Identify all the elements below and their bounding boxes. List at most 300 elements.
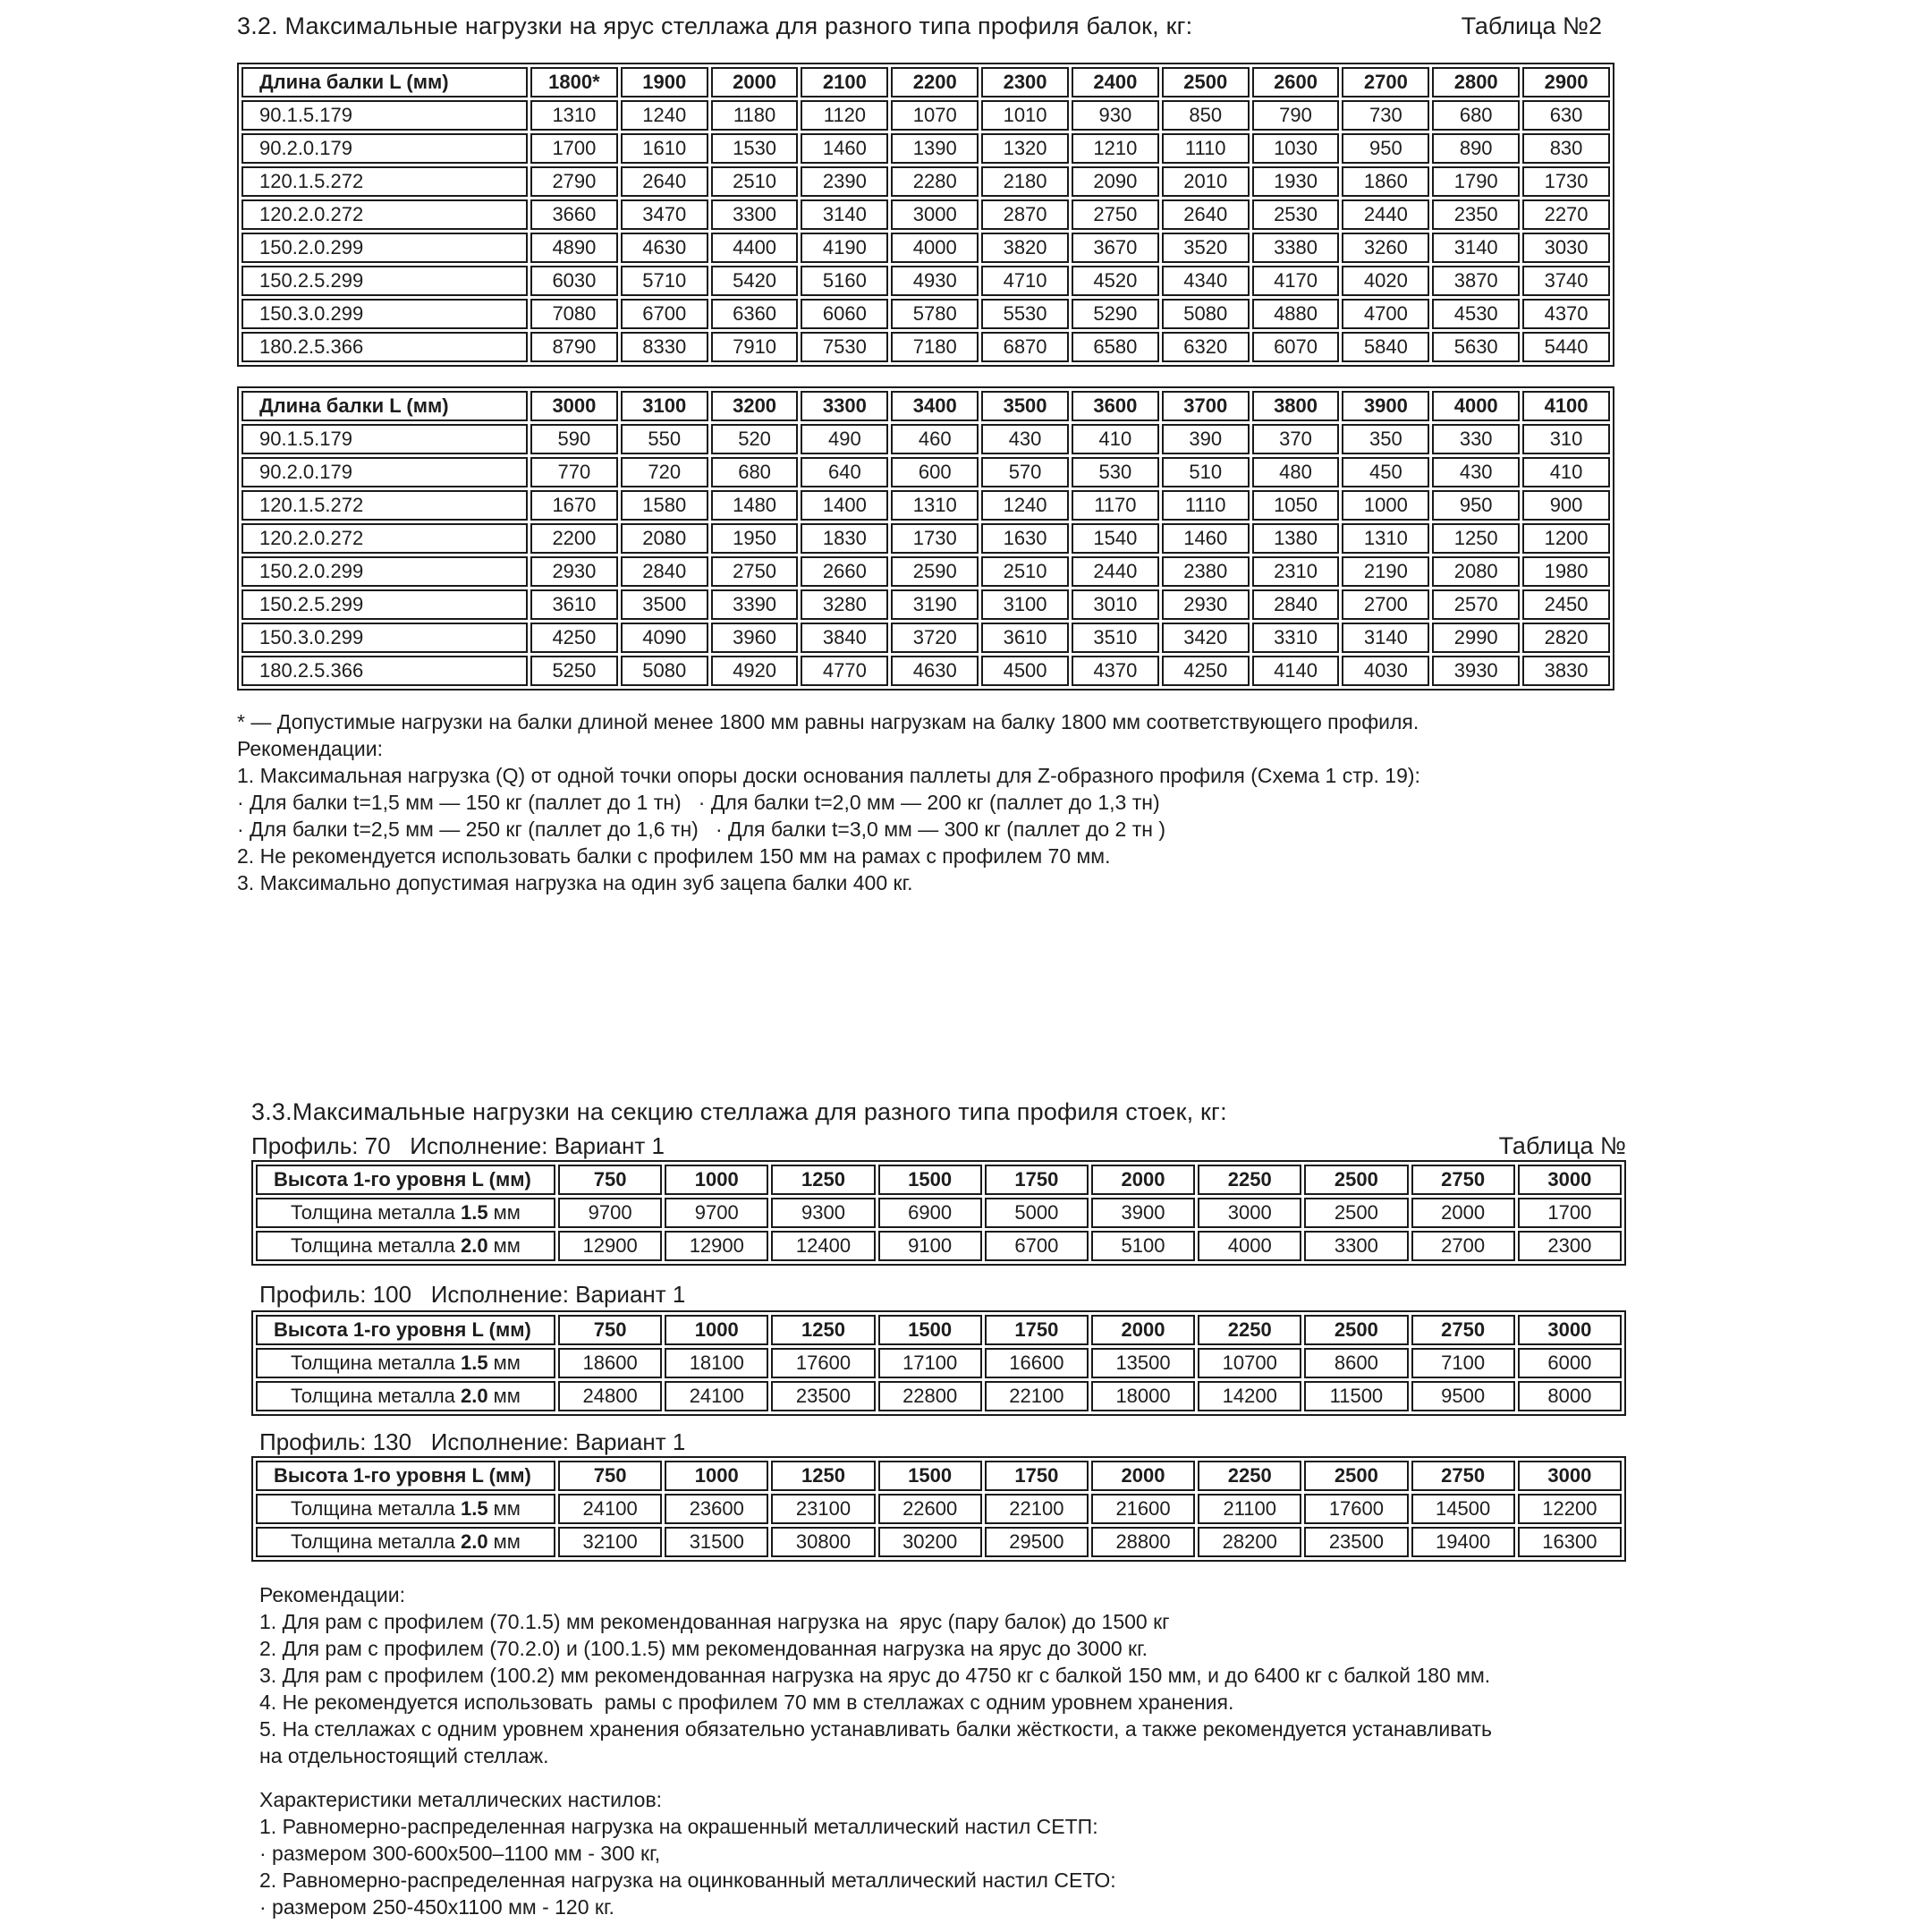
table-cell: 3900 xyxy=(1091,1198,1195,1228)
table-cell: 510 xyxy=(1162,457,1250,487)
table-cell: 2010 xyxy=(1162,166,1250,197)
column-header: 4000 xyxy=(1432,391,1520,421)
table-cell: 11500 xyxy=(1304,1381,1408,1411)
table-cell: 5080 xyxy=(1162,299,1250,329)
table-cell: 31500 xyxy=(665,1527,768,1557)
table-cell: 4710 xyxy=(981,266,1069,296)
table-cell: 680 xyxy=(1432,100,1520,131)
table-cell: 3830 xyxy=(1522,656,1610,686)
table-cell: 21100 xyxy=(1198,1494,1301,1524)
table-cell: 430 xyxy=(1432,457,1520,487)
table-cell: 1310 xyxy=(530,100,618,131)
table-cell: 1210 xyxy=(1072,133,1159,164)
column-header: 2000 xyxy=(1091,1315,1195,1345)
table-cell: 3380 xyxy=(1252,233,1340,263)
table-cell: 770 xyxy=(530,457,618,487)
table-cell: 21600 xyxy=(1091,1494,1195,1524)
table-row xyxy=(242,233,1610,263)
table-cell: 6060 xyxy=(801,299,888,329)
text-line: 4. Не рекомендуется использовать рамы с профилем 70 мм в стеллажах с одним уровнем хранения. xyxy=(259,1690,1234,1714)
table-cell: 1790 xyxy=(1432,166,1520,197)
table-cell: 1050 xyxy=(1252,490,1340,521)
table-cell: 3960 xyxy=(711,623,799,653)
table-cell: 2700 xyxy=(1411,1231,1515,1261)
table-cell: 2500 xyxy=(1304,1198,1408,1228)
table-cell: 4090 xyxy=(621,623,708,653)
table-cell: 460 xyxy=(891,424,979,454)
table-cell: 150.3.0.299 xyxy=(242,623,528,653)
text-line: 3. Максимально допустимая нагрузка на один зуб зацепа балки 400 кг. xyxy=(237,871,913,894)
column-header: 2200 xyxy=(891,67,979,97)
table-cell: 1030 xyxy=(1252,133,1340,164)
column-header: 3000 xyxy=(1518,1165,1622,1195)
table-cell: 1180 xyxy=(711,100,799,131)
column-header: 2500 xyxy=(1304,1315,1408,1345)
table-cell: 730 xyxy=(1342,100,1429,131)
table-cell: 5420 xyxy=(711,266,799,296)
text-line: · размером 250-450х1100 мм - 120 кг. xyxy=(259,1895,614,1919)
text-line: 1. Максимальная нагрузка (Q) от одной точки опоры доски основания паллеты для Z-образного профиля (Схема 1 стр. 19): xyxy=(237,764,1420,787)
table-cell: 640 xyxy=(801,457,888,487)
table-row xyxy=(242,133,1610,164)
table-cell: 9500 xyxy=(1411,1381,1515,1411)
column-header: 3100 xyxy=(621,391,708,421)
table-cell: 3140 xyxy=(1432,233,1520,263)
column-header: 2600 xyxy=(1252,67,1340,97)
table-cell: 3740 xyxy=(1522,266,1610,296)
table-cell: 6070 xyxy=(1252,332,1340,362)
table-cell: 1170 xyxy=(1072,490,1159,521)
text-line: Рекомендации: xyxy=(237,737,384,760)
table-cell: 22800 xyxy=(878,1381,982,1411)
table-cell: Толщина металла 1.5 мм xyxy=(256,1494,555,1524)
column-header: 2250 xyxy=(1198,1165,1301,1195)
table-cell: Толщина металла 1.5 мм xyxy=(256,1348,555,1378)
table-cell: 12200 xyxy=(1518,1494,1622,1524)
beam-loads-table-1800-2900 xyxy=(237,63,1614,367)
table-cell: 2530 xyxy=(1252,199,1340,230)
table-row xyxy=(256,1527,1622,1557)
column-header: 1250 xyxy=(771,1315,875,1345)
table-cell: 10700 xyxy=(1198,1348,1301,1378)
table-cell: 22100 xyxy=(985,1494,1089,1524)
table-cell: 4700 xyxy=(1342,299,1429,329)
text-line: 2. Равномерно-распределенная нагрузка на оцинкованный металлический настил СЕТО: xyxy=(259,1868,1116,1892)
table-cell: 2510 xyxy=(711,166,799,197)
table-cell: 2640 xyxy=(1162,199,1250,230)
table-cell: 4630 xyxy=(891,656,979,686)
table-cell: 370 xyxy=(1252,424,1340,454)
table-cell: 2380 xyxy=(1162,556,1250,587)
table-cell: 4170 xyxy=(1252,266,1340,296)
table-cell: 23100 xyxy=(771,1494,875,1524)
table-cell: 3300 xyxy=(711,199,799,230)
table-cell: 3000 xyxy=(891,199,979,230)
table-cell: 550 xyxy=(621,424,708,454)
table-cell: 1980 xyxy=(1522,556,1610,587)
column-header: 1500 xyxy=(878,1461,982,1491)
text-line: на отдельностоящий стеллаж. xyxy=(259,1744,549,1767)
table-cell: 830 xyxy=(1522,133,1610,164)
table-cell: 2090 xyxy=(1072,166,1159,197)
table-cell: 5780 xyxy=(891,299,979,329)
table-cell: 3930 xyxy=(1432,656,1520,686)
table-cell: 90.1.5.179 xyxy=(242,424,528,454)
column-header: 2000 xyxy=(1091,1461,1195,1491)
table-cell: 7910 xyxy=(711,332,799,362)
table-row xyxy=(242,100,1610,131)
table-number-label-2: Таблица № xyxy=(1498,1132,1626,1159)
table-cell: 3260 xyxy=(1342,233,1429,263)
column-header: 2750 xyxy=(1411,1315,1515,1345)
table-row xyxy=(242,589,1610,620)
table-cell: 1120 xyxy=(801,100,888,131)
table-cell: 2700 xyxy=(1342,589,1429,620)
table-cell: 1240 xyxy=(981,490,1069,521)
table-cell: 6700 xyxy=(985,1231,1089,1261)
table-cell: 18600 xyxy=(558,1348,662,1378)
text-line: 1. Для рам с профилем (70.1.5) мм рекомендованная нагрузка на ярус (пару балок) до 1500 кг xyxy=(259,1610,1170,1633)
text-line: 3. Для рам с профилем (100.2) мм рекомендованная нагрузка на ярус до 4750 кг с балкой 150 мм, и до 6400 кг с балкой 180 мм. xyxy=(259,1664,1491,1687)
table-cell: 3000 xyxy=(1198,1198,1301,1228)
table-row xyxy=(256,1381,1622,1411)
column-header: 2700 xyxy=(1342,67,1429,97)
table-cell: 7180 xyxy=(891,332,979,362)
table-cell: 630 xyxy=(1522,100,1610,131)
table-cell: 4000 xyxy=(1198,1231,1301,1261)
table-cell: 22600 xyxy=(878,1494,982,1524)
table-row xyxy=(242,523,1610,554)
column-header: 1000 xyxy=(665,1315,768,1345)
table-cell: 3510 xyxy=(1072,623,1159,653)
table-cell: 4920 xyxy=(711,656,799,686)
table-cell: 9700 xyxy=(665,1198,768,1228)
table-cell: 8330 xyxy=(621,332,708,362)
table-cell: 2350 xyxy=(1432,199,1520,230)
table-cell: 5080 xyxy=(621,656,708,686)
table-cell: 18100 xyxy=(665,1348,768,1378)
column-header: Длина балки L (мм) xyxy=(242,67,528,97)
table-cell: 24800 xyxy=(558,1381,662,1411)
section-3-3-recommendations xyxy=(259,1581,1655,1769)
table-cell: 480 xyxy=(1252,457,1340,487)
table-cell: 1530 xyxy=(711,133,799,164)
table-cell: 2390 xyxy=(801,166,888,197)
table-cell: 1540 xyxy=(1072,523,1159,554)
table-cell: 850 xyxy=(1162,100,1250,131)
table-cell: 7100 xyxy=(1411,1348,1515,1378)
table-cell: 9100 xyxy=(878,1231,982,1261)
table-cell: 2930 xyxy=(530,556,618,587)
text-line: 2. Для рам с профилем (70.2.0) и (100.1.5) мм рекомендованная нагрузка на ярус до 3000 кг. xyxy=(259,1637,1148,1660)
table-cell: 3500 xyxy=(621,589,708,620)
profile-70-caption-row xyxy=(251,1132,1626,1160)
table-cell: 150.2.0.299 xyxy=(242,556,528,587)
column-header: 1800* xyxy=(530,67,618,97)
table-cell: 1460 xyxy=(801,133,888,164)
table-cell: 3820 xyxy=(981,233,1069,263)
column-header: 2000 xyxy=(711,67,799,97)
table-cell: 1580 xyxy=(621,490,708,521)
table-cell: 120.1.5.272 xyxy=(242,490,528,521)
table-cell: 23500 xyxy=(771,1381,875,1411)
section-3-3-title: 3.3.Максимальные нагрузки на секцию стеллажа для разного типа профиля стоек, кг: xyxy=(251,1098,1227,1125)
table-cell: 3610 xyxy=(530,589,618,620)
table-cell: 1950 xyxy=(711,523,799,554)
column-header: 1750 xyxy=(985,1461,1089,1491)
column-header: 2750 xyxy=(1411,1461,1515,1491)
profile-130-caption-row xyxy=(259,1428,685,1456)
table-cell: 6870 xyxy=(981,332,1069,362)
table-cell: 4880 xyxy=(1252,299,1340,329)
table-cell: 8600 xyxy=(1304,1348,1408,1378)
table-cell: Толщина металла 2.0 мм xyxy=(256,1381,555,1411)
profile-100-caption: Профиль: 100 Исполнение: Вариант 1 xyxy=(259,1281,686,1308)
table-cell: 1460 xyxy=(1162,523,1250,554)
table-cell: 4370 xyxy=(1072,656,1159,686)
column-header: 1900 xyxy=(621,67,708,97)
column-header: Высота 1-го уровня L (мм) xyxy=(256,1315,555,1345)
column-header: 2500 xyxy=(1304,1461,1408,1491)
table-row xyxy=(242,332,1610,362)
table-cell: 13500 xyxy=(1091,1348,1195,1378)
section-3-2-header xyxy=(237,13,1614,40)
table-cell: 1730 xyxy=(891,523,979,554)
column-header: Длина балки L (мм) xyxy=(242,391,528,421)
table-cell: 5100 xyxy=(1091,1231,1195,1261)
table-cell: 14500 xyxy=(1411,1494,1515,1524)
table-cell: 900 xyxy=(1522,490,1610,521)
table-cell: 4370 xyxy=(1522,299,1610,329)
table-cell: 9700 xyxy=(558,1198,662,1228)
table-cell: 1310 xyxy=(891,490,979,521)
table-cell: 680 xyxy=(711,457,799,487)
table-cell: 1860 xyxy=(1342,166,1429,197)
table-cell: 3470 xyxy=(621,199,708,230)
table-row xyxy=(242,457,1610,487)
column-header: 2500 xyxy=(1162,67,1250,97)
table-cell: 180.2.5.366 xyxy=(242,656,528,686)
column-header: 3500 xyxy=(981,391,1069,421)
table-cell: 2200 xyxy=(530,523,618,554)
table-cell: 410 xyxy=(1072,424,1159,454)
table-cell: 17600 xyxy=(1304,1494,1408,1524)
table-cell: 2840 xyxy=(621,556,708,587)
table-cell: 2180 xyxy=(981,166,1069,197)
column-header: 1750 xyxy=(985,1165,1089,1195)
table-cell: 2990 xyxy=(1432,623,1520,653)
table-cell: 7080 xyxy=(530,299,618,329)
table-cell: 3660 xyxy=(530,199,618,230)
table-cell: 4250 xyxy=(530,623,618,653)
table-cell: 4000 xyxy=(891,233,979,263)
table-cell: 1320 xyxy=(981,133,1069,164)
column-header: 3000 xyxy=(1518,1315,1622,1345)
table-cell: 24100 xyxy=(558,1494,662,1524)
table-cell: 2640 xyxy=(621,166,708,197)
table-cell: 3420 xyxy=(1162,623,1250,653)
table-cell: 2820 xyxy=(1522,623,1610,653)
section-loads-table-profile-130 xyxy=(251,1456,1626,1562)
table-cell: 3100 xyxy=(981,589,1069,620)
table-cell: 2190 xyxy=(1342,556,1429,587)
table-cell: 2840 xyxy=(1252,589,1340,620)
table-cell: 2080 xyxy=(1432,556,1520,587)
table-cell: 930 xyxy=(1072,100,1159,131)
table-cell: 790 xyxy=(1252,100,1340,131)
table-cell: 1380 xyxy=(1252,523,1340,554)
column-header: 3900 xyxy=(1342,391,1429,421)
table-cell: 1390 xyxy=(891,133,979,164)
text-line: · Для балки t=1,5 мм — 150 кг (паллет до 1 тн) · Для балки t=2,0 мм — 200 кг (паллет до 1,3 тн) xyxy=(237,791,1160,814)
table-number-label: Таблица №2 xyxy=(1461,13,1602,39)
text-line: * — Допустимые нагрузки на балки длиной менее 1800 мм равны нагрузкам на балку 1800 мм соответствующего профиля. xyxy=(237,710,1419,733)
table-cell: 530 xyxy=(1072,457,1159,487)
column-header: 2000 xyxy=(1091,1165,1195,1195)
section-3-3-header xyxy=(251,1098,1626,1126)
table-cell: 3610 xyxy=(981,623,1069,653)
column-header: 2500 xyxy=(1304,1165,1408,1195)
table-row xyxy=(256,1198,1622,1228)
table-cell: 600 xyxy=(891,457,979,487)
table-cell: 24100 xyxy=(665,1381,768,1411)
table-cell: 5840 xyxy=(1342,332,1429,362)
table-cell: 4630 xyxy=(621,233,708,263)
text-line: Рекомендации: xyxy=(259,1583,406,1606)
table-cell: 350 xyxy=(1342,424,1429,454)
column-header: 1500 xyxy=(878,1315,982,1345)
table-cell: 3140 xyxy=(801,199,888,230)
table-cell: 890 xyxy=(1432,133,1520,164)
table-cell: 450 xyxy=(1342,457,1429,487)
table-cell: 1110 xyxy=(1162,490,1250,521)
table-row xyxy=(242,490,1610,521)
table-cell: 150.3.0.299 xyxy=(242,299,528,329)
table-cell: 1670 xyxy=(530,490,618,521)
table-cell: 12900 xyxy=(665,1231,768,1261)
column-header: Высота 1-го уровня L (мм) xyxy=(256,1461,555,1491)
column-header: 750 xyxy=(558,1461,662,1491)
table-cell: 2790 xyxy=(530,166,618,197)
table-cell: 1480 xyxy=(711,490,799,521)
column-header: 3000 xyxy=(530,391,618,421)
column-header: 2750 xyxy=(1411,1165,1515,1195)
table-row xyxy=(256,1494,1622,1524)
table-cell: 16600 xyxy=(985,1348,1089,1378)
table-cell: 4770 xyxy=(801,656,888,686)
table-cell: 390 xyxy=(1162,424,1250,454)
profile-100-caption-row xyxy=(259,1281,685,1309)
table-cell: 2080 xyxy=(621,523,708,554)
column-header: 2250 xyxy=(1198,1461,1301,1491)
table-cell: 4530 xyxy=(1432,299,1520,329)
table-cell: 950 xyxy=(1342,133,1429,164)
table-cell: 150.2.5.299 xyxy=(242,266,528,296)
table-cell: 14200 xyxy=(1198,1381,1301,1411)
table-cell: 330 xyxy=(1432,424,1520,454)
column-header: 3600 xyxy=(1072,391,1159,421)
table-cell: 6320 xyxy=(1162,332,1250,362)
table-row xyxy=(242,299,1610,329)
table-cell: 180.2.5.366 xyxy=(242,332,528,362)
table-cell: 2660 xyxy=(801,556,888,587)
table-cell: 490 xyxy=(801,424,888,454)
table-cell: 4140 xyxy=(1252,656,1340,686)
table-cell: 410 xyxy=(1522,457,1610,487)
column-header: 1250 xyxy=(771,1165,875,1195)
table-cell: 150.2.5.299 xyxy=(242,589,528,620)
table-cell: 2750 xyxy=(711,556,799,587)
table-row xyxy=(242,266,1610,296)
table-cell: 12400 xyxy=(771,1231,875,1261)
table-cell: 8790 xyxy=(530,332,618,362)
column-header: 3800 xyxy=(1252,391,1340,421)
decking-characteristics xyxy=(259,1786,1655,1920)
table-cell: 1730 xyxy=(1522,166,1610,197)
table-cell: 3720 xyxy=(891,623,979,653)
table-cell: 32100 xyxy=(558,1527,662,1557)
table-cell: 1700 xyxy=(530,133,618,164)
table-cell: 1250 xyxy=(1432,523,1520,554)
column-header: 2250 xyxy=(1198,1315,1301,1345)
column-header: 2100 xyxy=(801,67,888,97)
table-cell: 1610 xyxy=(621,133,708,164)
table-cell: 9300 xyxy=(771,1198,875,1228)
table-cell: 430 xyxy=(981,424,1069,454)
column-header: 4100 xyxy=(1522,391,1610,421)
table-cell: 1200 xyxy=(1522,523,1610,554)
table-cell: 3310 xyxy=(1252,623,1340,653)
table-cell: 22100 xyxy=(985,1381,1089,1411)
column-header: Высота 1-го уровня L (мм) xyxy=(256,1165,555,1195)
profile-130-caption: Профиль: 130 Исполнение: Вариант 1 xyxy=(259,1428,686,1455)
text-line: · Для балки t=2,5 мм — 250 кг (паллет до 1,6 тн) · Для балки t=3,0 мм — 300 кг (паллет до 2 тн ) xyxy=(237,818,1165,841)
table-cell: 90.2.0.179 xyxy=(242,457,528,487)
table-cell: 23500 xyxy=(1304,1527,1408,1557)
column-header: 1000 xyxy=(665,1461,768,1491)
table-cell: 4520 xyxy=(1072,266,1159,296)
table-cell: 2300 xyxy=(1518,1231,1622,1261)
table-cell: 4500 xyxy=(981,656,1069,686)
table-cell: 1930 xyxy=(1252,166,1340,197)
table-cell: 2440 xyxy=(1072,556,1159,587)
table-cell: 17600 xyxy=(771,1348,875,1378)
column-header: 3700 xyxy=(1162,391,1250,421)
table-cell: 720 xyxy=(621,457,708,487)
table-cell: 2510 xyxy=(981,556,1069,587)
column-header: 2400 xyxy=(1072,67,1159,97)
table-row xyxy=(242,424,1610,454)
column-header: 1750 xyxy=(985,1315,1089,1345)
column-header: 3400 xyxy=(891,391,979,421)
table-cell: 5710 xyxy=(621,266,708,296)
text-line: 1. Равномерно-распределенная нагрузка на окрашенный металлический настил СЕТП: xyxy=(259,1815,1098,1838)
table-cell: 1000 xyxy=(1342,490,1429,521)
table-cell: 12900 xyxy=(558,1231,662,1261)
table-cell: 120.2.0.272 xyxy=(242,199,528,230)
column-header: 3300 xyxy=(801,391,888,421)
table-cell: 3190 xyxy=(891,589,979,620)
table-cell: Толщина металла 2.0 мм xyxy=(256,1231,555,1261)
column-header: 2900 xyxy=(1522,67,1610,97)
table-row xyxy=(242,623,1610,653)
table-cell: Толщина металла 2.0 мм xyxy=(256,1527,555,1557)
table-row xyxy=(256,1348,1622,1378)
table-cell: 5000 xyxy=(985,1198,1089,1228)
table-cell: 2270 xyxy=(1522,199,1610,230)
table-cell: 6360 xyxy=(711,299,799,329)
table-cell: 30200 xyxy=(878,1527,982,1557)
